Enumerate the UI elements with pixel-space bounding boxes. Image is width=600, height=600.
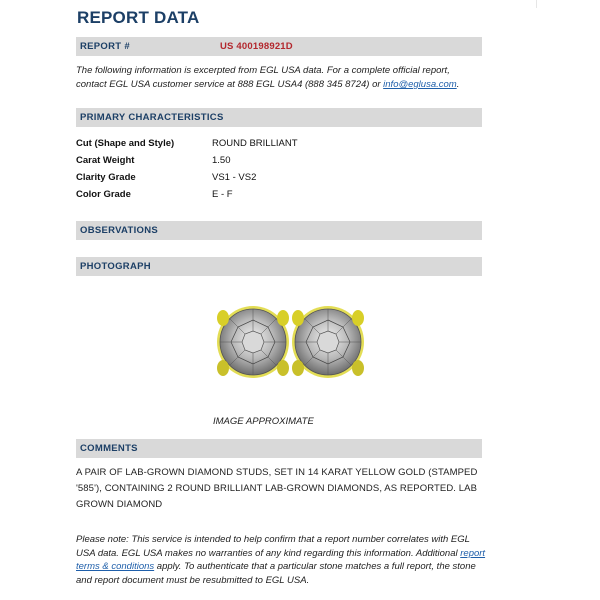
report-number-label: REPORT # bbox=[80, 41, 130, 52]
clarity-label: Clarity Grade bbox=[76, 172, 136, 183]
cut-value: ROUND BRILLIANT bbox=[212, 138, 298, 149]
email-link[interactable]: info@eglusa.com bbox=[383, 79, 457, 90]
diamond-studs-image bbox=[215, 300, 365, 390]
primary-characteristics-heading: PRIMARY CHARACTERISTICS bbox=[76, 108, 482, 127]
color-label: Color Grade bbox=[76, 189, 131, 200]
carat-value: 1.50 bbox=[212, 155, 231, 166]
photograph-heading: PHOTOGRAPH bbox=[76, 257, 482, 276]
left-diamond-stud bbox=[217, 306, 289, 378]
disclaimer-note bbox=[76, 533, 486, 587]
cut-label: Cut (Shape and Style) bbox=[76, 138, 175, 149]
observations-heading: OBSERVATIONS bbox=[76, 221, 482, 240]
image-caption: IMAGE APPROXIMATE bbox=[213, 416, 314, 427]
carat-label: Carat Weight bbox=[76, 155, 135, 166]
color-value: E - F bbox=[212, 189, 233, 200]
comments-text: A PAIR OF LAB-GROWN DIAMOND STUDS, SET IN 14 KARAT YELLOW GOLD (STAMPED '585'), CONTAINING 2 ROUND BRILLIANT LAB-GROWN DIAMONDS, AS REPORTED. LAB GROWN DIAMOND bbox=[76, 467, 478, 510]
intro-body: The following information is excerpted from EGL USA data. For a complete official report, contact EGL USA customer service at 888 EGL USA4 (888 345 8724) or bbox=[76, 65, 450, 90]
right-diamond-stud bbox=[292, 306, 364, 378]
clarity-value: VS1 - VS2 bbox=[212, 172, 257, 183]
report-number-value: US 400198921D bbox=[220, 41, 293, 52]
report-number-bar bbox=[76, 37, 482, 56]
note-text-start: Please note: This service is intended to help confirm that a report number correlates with EGL USA data. EGL USA makes no warranties of any kind regarding this information. Additional bbox=[76, 534, 470, 559]
terms-link[interactable]: report terms & conditions bbox=[76, 547, 486, 573]
comments-heading: COMMENTS bbox=[76, 439, 482, 458]
note-text-end: apply. To authenticate that a particular stone matches a full report, the stone and report document must be resubmitted to EGL USA. bbox=[76, 561, 476, 586]
page-title: REPORT DATA bbox=[77, 8, 200, 27]
page-edge-divider bbox=[536, 0, 537, 8]
intro-end: . bbox=[456, 79, 460, 90]
intro-text bbox=[76, 64, 476, 92]
